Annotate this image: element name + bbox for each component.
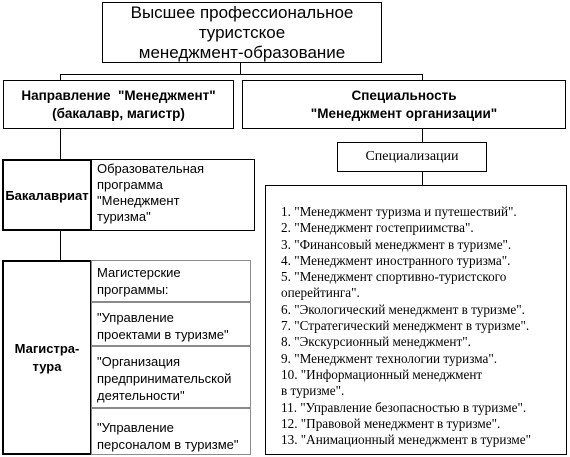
top-box-line-1: Высшее профессиональное туристское	[130, 2, 354, 42]
master-label-line-1: Магистра-	[14, 340, 80, 356]
connector-top-horizontal	[60, 74, 423, 75]
master-program-project-management	[91, 302, 251, 346]
specialization-item: 1. "Менеджмент туризма и путешествий".	[281, 204, 517, 219]
master-program-personnel-management	[91, 408, 251, 455]
connector-direction-to-bachelor	[60, 129, 61, 159]
specializations-list-box	[265, 185, 567, 455]
specialization-item: 11. "Управление безопасностью в туризме".	[281, 399, 527, 415]
specialization-item: 3. "Финансовый менеджмент в туризме".	[281, 236, 512, 252]
master-header-line-1: Магистерские	[97, 265, 181, 280]
specialization-item: 8. "Экскурсионный менеджмент".	[281, 334, 471, 350]
connector-specialty-to-specializations	[422, 129, 423, 142]
master-program-2-line-1: "Организация	[97, 354, 181, 369]
bachelor-label: Бакалавриат	[5, 187, 89, 203]
bachelor-label-box	[2, 159, 92, 231]
master-program-3-line-2: персоналом в туризме"	[97, 437, 239, 452]
direction-management-box	[3, 80, 234, 129]
specialization-item: 6. "Экологический менеджмент в туризме".	[281, 301, 525, 317]
specialization-item: 12. "Правовой менеджмент в туризме".	[281, 415, 501, 431]
specialization-item: 10. "Информационный менеджмент	[281, 366, 483, 382]
specializations-label: Специализации	[365, 149, 459, 164]
specialization-item: в туризме".	[281, 383, 345, 399]
master-program-1-line-2: проектами в туризме"	[97, 327, 229, 342]
master-label-box	[2, 260, 92, 455]
master-program-1-line-1: "Управление	[97, 310, 174, 325]
master-program-2-line-2: предпринимательской	[97, 371, 232, 386]
specialty-box	[242, 80, 566, 129]
specialization-item: 7. "Стратегический менеджмент в туризме".	[281, 318, 530, 334]
direction-line-1: Направление "Менеджмент"	[21, 87, 216, 103]
direction-line-2: (бакалавр, магистр)	[52, 105, 185, 121]
specialization-item: 9. "Менеджмент технологии туризма".	[281, 350, 498, 366]
bachelor-program-line-4: туризма"	[97, 209, 151, 224]
master-program-3-line-1: "Управление	[97, 420, 174, 435]
master-program-entrepreneurship	[91, 346, 251, 408]
connector-bachelor-to-master	[60, 231, 61, 260]
master-label-line-2: тура	[32, 358, 62, 374]
top-box-higher-education	[102, 2, 382, 63]
bachelor-program-line-1: Образовательная	[97, 161, 205, 176]
specialization-item: 2. "Менеджмент гостеприимства".	[281, 220, 474, 236]
specialization-item: 13. "Анимационный менеджмент в туризме"	[281, 432, 531, 448]
specialty-line-1: Специальность	[351, 87, 457, 103]
connector-top-vertical	[240, 63, 241, 74]
bachelor-program-line-2: программа	[97, 177, 163, 192]
connector-specializations-to-list	[422, 172, 423, 185]
bachelor-program-box	[91, 159, 255, 231]
specialization-item: 5. "Менеджмент спортивно-туристского	[281, 269, 507, 285]
specialization-item: 4. "Менеджмент иностранного туризма".	[281, 252, 511, 268]
master-header-line-2: программы:	[97, 282, 169, 297]
master-programs-header-box	[91, 260, 251, 302]
top-box-line-2: менеджмент-образование	[138, 42, 346, 62]
master-program-2-line-3: деятельности"	[97, 388, 185, 403]
specializations-label-box	[337, 142, 487, 172]
bachelor-program-line-3: "Менеджмент	[97, 193, 180, 208]
specialty-line-2: "Менеджмент организации"	[310, 105, 498, 121]
specialization-item: оперейтинга".	[281, 285, 360, 301]
